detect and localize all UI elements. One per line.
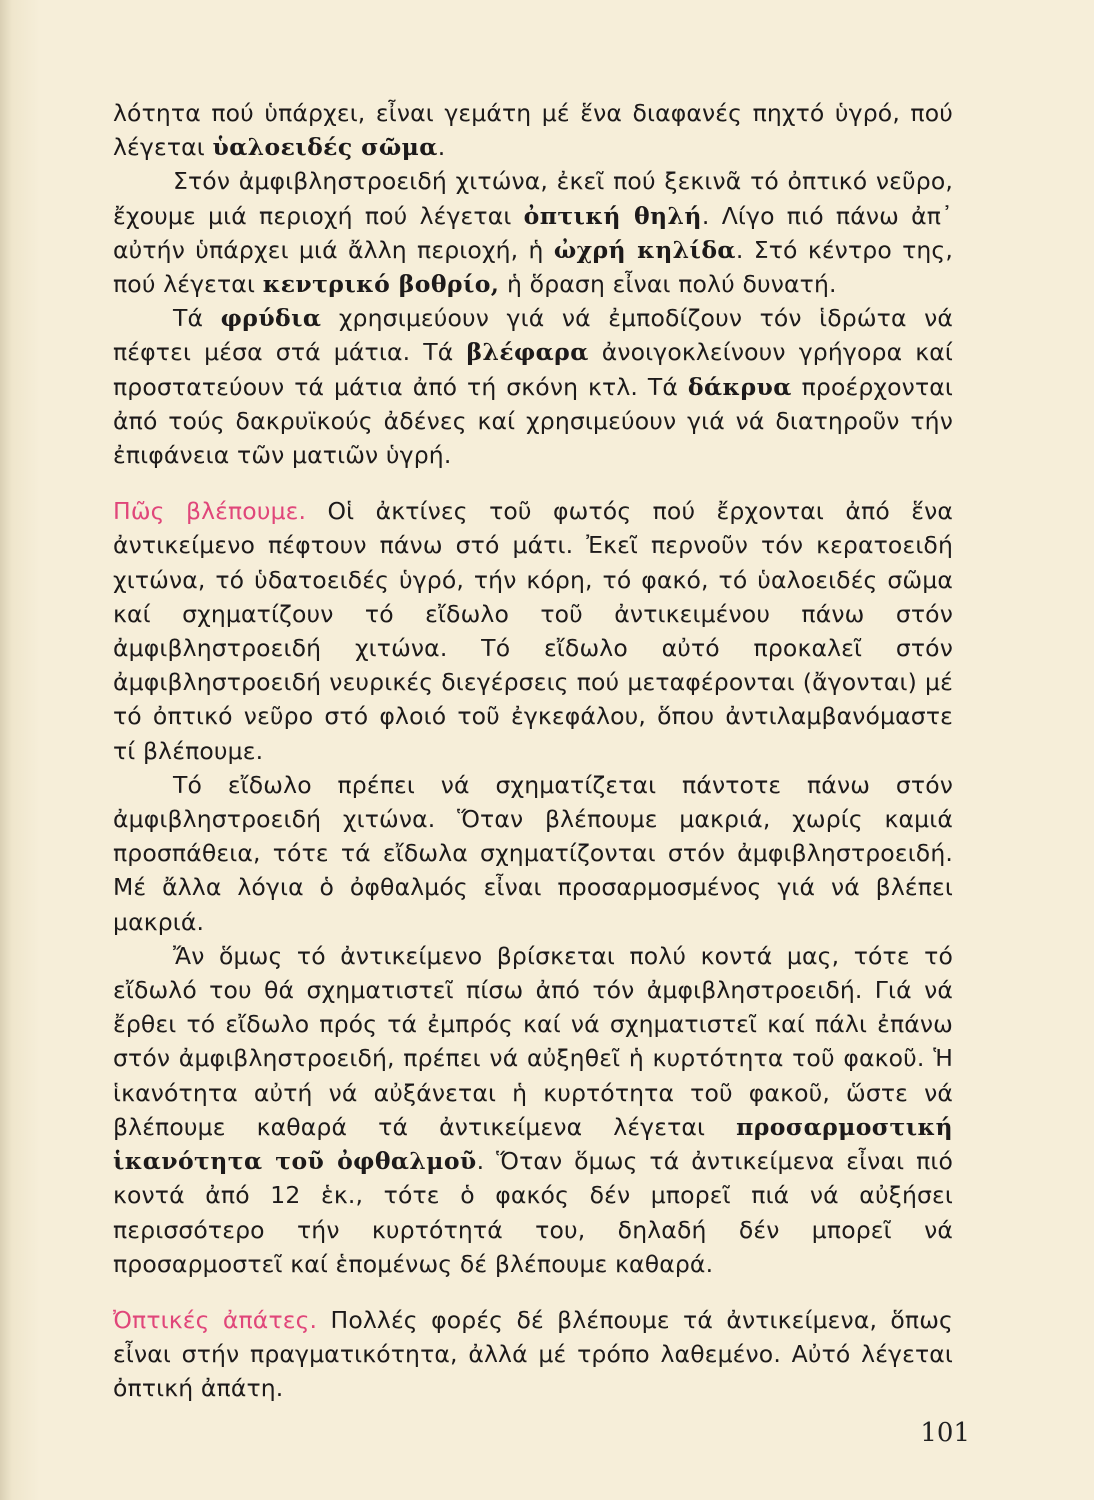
paragraph-optical-illusions — [113, 1303, 953, 1406]
text-run: Πολλές φορές δέ βλέπουμε τά ἀντικείμενα, ὅπως εἶναι στήν πραγματικότητα, ἀλλά μέ τρόπο λαθεμένο. Αὐτό λέγεται ὀπτική ἀπάτη. — [113, 1305, 953, 1403]
text-run: προέρχονται ἀπό τούς δακρυϊκούς ἀδένες καί χρησιμεύουν γιά νά διατηροῦν τήν ἐπιφάνεια τῶν ματιῶν ὑγρή. — [113, 372, 953, 470]
bold-term: φρύδια — [220, 304, 322, 333]
paragraph-retina — [113, 164, 953, 301]
text-run: . Ὅταν ὅμως τά ἀντικείμενα εἶναι πιό κοντά ἀπό 12 ἑκ., τότε ὁ φακός δέν μπορεῖ πιά νά αὐξήσει περισσότερο τήν κυρτότητά του, δηλαδή δέν μπορεῖ νά προσαρμοστεῖ καί ἑπομένως δέ βλέπουμε καθαρά. — [113, 1147, 953, 1278]
bold-term: βλέφαρα — [466, 338, 589, 367]
paragraph-image-formation — [113, 768, 953, 939]
text-run: χρησιμεύουν γιά νά ἐμποδίζουν τόν ἱδρώτα νά πέφτει μέσα στά μάτια. Τά — [113, 304, 954, 367]
bold-term: ὀπτική θηλή — [523, 201, 702, 230]
section-heading-optical-illusions: Ὀπτικές ἀπάτες. — [113, 1305, 318, 1334]
text-run: Οἱ ἀκτίνες τοῦ φωτός πού ἔρχονται ἀπό ἕνα ἀντικείμενο πέφτουν πάνω στό μάτι. Ἐκεῖ περνοῦν τόν κερατοειδή χιτώνα, τό ὑδατοειδές ὑγρό, τήν κόρη, τό φακό, τό ὑαλοειδές σῶμα καί σχηματίζουν τό εἴδωλο τοῦ ἀντικειμένου πάνω στόν ἀμφιβληστροειδή χιτώνα. Τό εἴδωλο αὐτό προκαλεῖ στόν ἀμφιβληστροειδή νευρικές διεγέρσεις πού μεταφέρονται (ἄγονται) μέ τό ὀπτικό νεῦρο στό φλοιό τοῦ ἐγκεφάλου, ὅπου ἀντιλαμβανόμαστε τί βλέπουμε. — [113, 497, 953, 765]
body-text — [113, 96, 953, 1406]
bold-term: δάκρυα — [687, 372, 792, 401]
text-run: . Λίγο πιό πάνω ἀπ᾽ αὐτήν ὑπάρχει μιά ἄλλη περιοχή, ἡ — [113, 201, 953, 264]
paragraph-vitreous-body — [113, 96, 953, 164]
text-run: Τό εἴδωλο πρέπει νά σχηματίζεται πάντοτε πάνω στόν ἀμφιβληστροειδή χιτώνα. Ὅταν βλέπουμε μακριά, χωρίς καμιά προσπάθεια, τότε τά εἴδωλα σχηματίζονται στόν ἀμφιβληστροειδή. Μέ ἄλλα λόγια ὁ ὀφθαλμός εἶναι προσαρμοσμένος γιά νά βλέπει μακριά. — [113, 770, 953, 936]
section-heading-how-we-see: Πῶς βλέπουμε. — [113, 497, 307, 526]
text-run: λότητα πού ὑπάρχει, εἶναι γεμάτη μέ ἕνα διαφανές πηχτό ὑγρό, πού λέγεται — [113, 99, 953, 162]
text-run: Στόν ἀμφιβληστροειδή χιτώνα, ἐκεῖ πού ξεκινᾶ τό ὀπτικό νεῦρο, ἔχουμε μιά περιοχή πού λέγεται — [113, 167, 953, 230]
bold-term: κεντρικό βοθρίο, — [262, 270, 500, 299]
text-run: Τά — [173, 304, 221, 333]
paragraph-accommodation — [113, 939, 953, 1281]
text-run: Ἄν ὅμως τό ἀντικείμενο βρίσκεται πολύ κοντά μας, τότε τό εἴδωλό του θά σχηματιστεῖ πίσω ἀπό τόν ἀμφιβληστροειδή. Γιά νά ἔρθει τό εἴδωλο πρός τά ἐμπρός καί νά σχηματιστεῖ καί πάλι ἐπάνω στόν ἀμφιβληστροειδή, πρέπει νά αὐξηθεῖ ἡ κυρτότητα τοῦ φακοῦ. Ἡ ἱκανότητα αὐτή νά αὐξάνεται ἡ κυρτότητα τοῦ φακοῦ, ὥστε νά βλέπουμε καθαρά τά ἀντικείμενα λέγεται — [113, 941, 953, 1141]
paragraph-how-we-see — [113, 494, 953, 768]
text-run: . — [437, 133, 446, 162]
bold-term: προσαρμοστική ἱκανότητα τοῦ ὀφθαλμοῦ — [113, 1112, 953, 1176]
paragraph-eyebrows-eyelids — [113, 301, 953, 472]
bold-term: ὠχρή κηλίδα — [553, 235, 736, 264]
bold-term: ὑαλοειδές σῶμα — [212, 133, 438, 162]
text-run: . Στό κέντρο της, πού λέγεται — [113, 235, 953, 299]
page-number: 101 — [920, 1418, 970, 1448]
text-run: ἡ ὅραση εἶναι πολύ δυνατή. — [499, 270, 837, 299]
text-run: ἀνοιγοκλείνουν γρήγορα καί προστατεύουν τά μάτια ἀπό τή σκόνη κτλ. Τά — [113, 338, 953, 401]
